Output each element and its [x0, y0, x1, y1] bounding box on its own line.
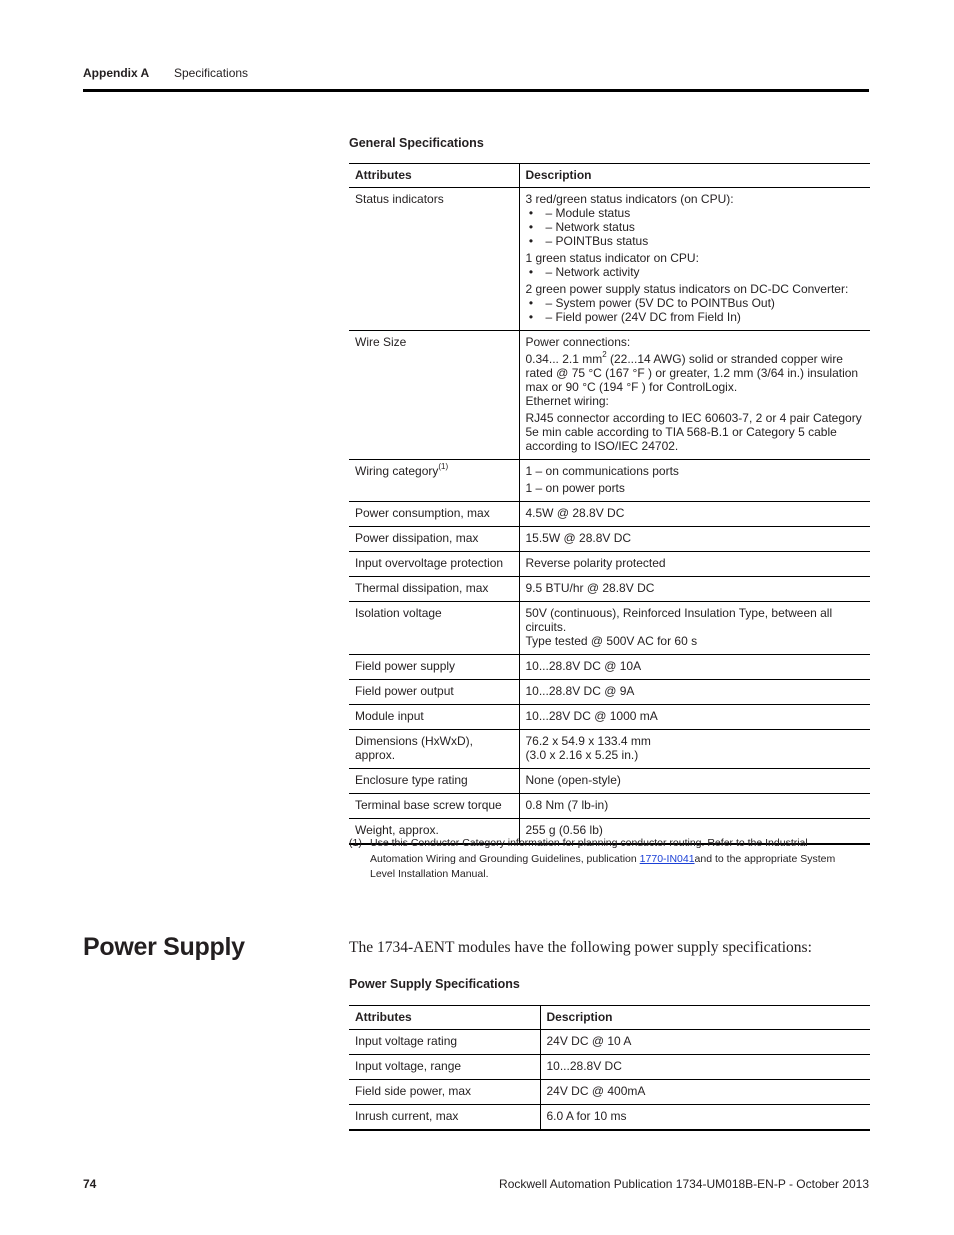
- desc-line: 50V (continuous), Reinforced Insulation Type, between all circuits.: [525, 606, 833, 634]
- desc-line: Type tested @ 500V AC for 60 s: [525, 634, 698, 648]
- section-heading: Power Supply: [83, 933, 245, 961]
- table-row: [349, 655, 870, 680]
- desc-cell: None (open-style): [519, 769, 870, 794]
- attr-cell: Wiring category$^{(1)}$: [349, 460, 519, 502]
- desc-cell: 10...28V DC @ 1000 mA: [519, 705, 870, 730]
- desc-cell: 15.5W @ 28.8V DC: [519, 527, 870, 552]
- table-row: [349, 577, 870, 602]
- attr-cell: Isolation voltage: [349, 602, 519, 655]
- attr-cell: Status indicators: [349, 188, 519, 331]
- col-description: Description: [540, 1006, 870, 1030]
- desc-line: Ethernet wiring:: [525, 394, 609, 408]
- general-specs-caption: General Specifications: [349, 136, 484, 150]
- table-row: [349, 331, 870, 460]
- power-specs-caption: Power Supply Specifications: [349, 977, 520, 991]
- publication-link[interactable]: 1770-IN041: [639, 852, 695, 865]
- desc-line: 2 green power supply status indicators on DC-DC Converter:: [525, 282, 849, 296]
- attr-cell: Wire Size: [349, 331, 519, 460]
- col-attributes: Attributes: [349, 164, 519, 188]
- attr-cell: Field power supply: [349, 655, 519, 680]
- table-row: [349, 1080, 870, 1105]
- footnote-ref: (1): [438, 462, 449, 471]
- bullet-item: • – Module status: [525, 206, 631, 220]
- publication-info: Rockwell Automation Publication 1734-UM018B-EN-P - October 2013: [499, 1177, 869, 1191]
- table-row: [349, 188, 870, 331]
- attr-cell: Terminal base screw torque: [349, 794, 519, 819]
- table-row: [349, 1030, 870, 1055]
- desc-line: 1 – on power ports: [525, 481, 625, 495]
- table-row: [349, 527, 870, 552]
- table-row: [349, 769, 870, 794]
- intro-paragraph: The 1734-AENT modules have the following power supply specifications:: [349, 939, 812, 956]
- table-row: [349, 502, 870, 527]
- bullet-item: • – Network activity: [525, 265, 640, 279]
- general-specs-table: [349, 163, 870, 845]
- footnote-number: (1): [349, 837, 362, 849]
- attr-cell: Field power output: [349, 680, 519, 705]
- desc-line: 3 red/green status indicators (on CPU):: [525, 192, 734, 206]
- desc-cell: 10...28.8V DC @ 9A: [519, 680, 870, 705]
- desc-cell: [519, 602, 870, 655]
- desc-line: 1 green status indicator on CPU:: [525, 251, 699, 265]
- col-description: Description: [519, 164, 870, 188]
- bullet-item: • – System power (5V DC to POINTBus Out): [525, 296, 775, 310]
- attr-cell: Dimensions (HxWxD), approx.: [349, 730, 519, 769]
- header-rule: [83, 89, 869, 92]
- attr-cell: Inrush current, max: [349, 1105, 540, 1131]
- desc-cell: [519, 188, 870, 331]
- table-row: [349, 730, 870, 769]
- table-row: [349, 1055, 870, 1080]
- table-row: [349, 602, 870, 655]
- attr-cell: Power dissipation, max: [349, 527, 519, 552]
- attr-cell: Input overvoltage protection: [349, 552, 519, 577]
- bullet-item: • – Field power (24V DC from Field In): [525, 310, 741, 324]
- bullet-item: • – Network status: [525, 220, 635, 234]
- appendix-label: Appendix A: [83, 66, 150, 80]
- attr-cell: Module input: [349, 705, 519, 730]
- attr-cell: Thermal dissipation, max: [349, 577, 519, 602]
- desc-line: 76.2 x 54.9 x 133.4 mm: [525, 734, 651, 748]
- table-row: [349, 794, 870, 819]
- desc-cell: [519, 460, 870, 502]
- desc-cell: 24V DC @ 10 A: [540, 1030, 870, 1055]
- page-number: 74: [83, 1177, 97, 1191]
- section-label: Specifications: [174, 66, 249, 80]
- desc-line: Power connections:: [525, 335, 631, 349]
- table-header-row: [349, 1006, 870, 1030]
- table-row: [349, 460, 870, 502]
- table-row: [349, 680, 870, 705]
- table-row: [349, 705, 870, 730]
- desc-line: RJ45 connector according to IEC 60603-7, 2 or 4 pair Category 5e min cable according to TIA 568-B.1 or Category 5 cable according to ISO/IEC 24702.: [525, 411, 862, 453]
- bullet-item: • – POINTBus status: [525, 234, 649, 248]
- desc-line: 1 – on communications ports: [525, 464, 679, 478]
- desc-cell: 6.0 A for 10 ms: [540, 1105, 870, 1131]
- desc-cell: 9.5 BTU/hr @ 28.8V DC: [519, 577, 870, 602]
- attr-cell: Enclosure type rating: [349, 769, 519, 794]
- table-header-row: [349, 164, 870, 188]
- attr-cell: Weight, approx.: [349, 819, 519, 845]
- desc-cell: 10...28.8V DC @ 10A: [519, 655, 870, 680]
- desc-cell: 0.8 Nm (7 lb-in): [519, 794, 870, 819]
- attr-cell: Input voltage rating: [349, 1030, 540, 1055]
- desc-cell: [519, 331, 870, 460]
- desc-cell: 255 g (0.56 lb): [519, 819, 870, 845]
- table-row: [349, 552, 870, 577]
- attr-cell: Field side power, max: [349, 1080, 540, 1105]
- table-row: [349, 1105, 870, 1131]
- desc-line: (3.0 x 2.16 x 5.25 in.): [525, 748, 639, 762]
- power-specs-table: [349, 1005, 870, 1131]
- desc-cell: 24V DC @ 400mA: [540, 1080, 870, 1105]
- attr-cell: Input voltage, range: [349, 1055, 540, 1080]
- footnote-text: Use this Conductor Category information for planning conductor routing. Refer to the Industrial Automation Wiring and Grounding Guidelines, publication 1770-IN041and to the appropriate System Level Installation Manual.: [370, 837, 836, 880]
- attr-cell: Power consumption, max: [349, 502, 519, 527]
- desc-line: 0.34... 2.1 $mm^2$ (22...14 AWG) solid or stranded copper wire rated @ 75 °C (167 °F ) or greater, 1.2 mm (3/64 in.) insulation max or 90 °C (194 °F ) for ControlLogix.: [525, 350, 859, 394]
- running-header: [83, 66, 869, 86]
- desc-cell: 10...28.8V DC: [540, 1055, 870, 1080]
- desc-cell: [519, 730, 870, 769]
- desc-cell: Reverse polarity protected: [519, 552, 870, 577]
- col-attributes: Attributes: [349, 1006, 540, 1030]
- desc-cell: 4.5W @ 28.8V DC: [519, 502, 870, 527]
